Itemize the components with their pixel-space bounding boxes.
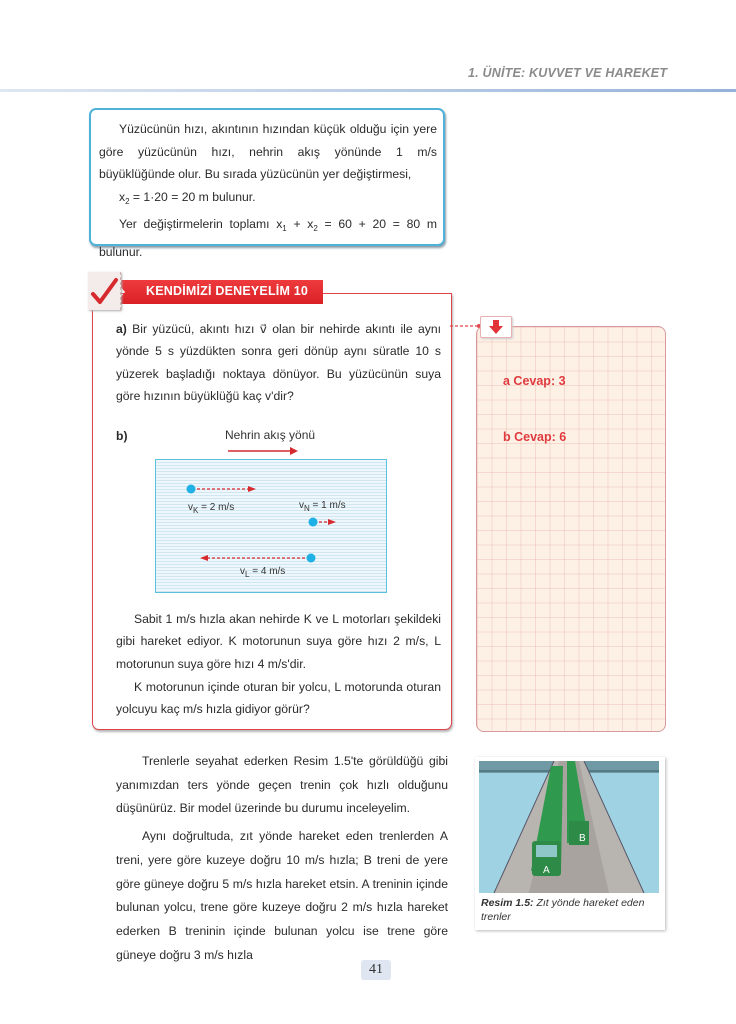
question-b-paragraph-2: K motorunun içinde oturan bir yolcu, L motorunda oturan yolcuyu kaç m/s hızla gidiyor görür? xyxy=(116,680,441,717)
velocity-k-label: $v_K = 2$ m/s xyxy=(188,502,235,515)
answer-b: b Cevap: 6 xyxy=(503,430,567,444)
question-b-paragraph-1: Sabit 1 m/s hızla akan nehirde K ve L motorları şekildeki gibi hareket ediyor. K motorunun suya göre hızı 2 m/s, L motorunun suya göre hızı 4 m/s'dir. xyxy=(116,612,441,671)
figure-caption: Resim 1.5: Zıt yönde hareket eden trenler xyxy=(481,897,645,923)
answer-a: a Cevap: 3 xyxy=(503,374,566,388)
unit-header-title: 1. ÜNİTE: KUVVET VE HAREKET xyxy=(468,66,668,80)
body-paragraph-1: Trenlerle seyahat ederken Resim 1.5'te görüldüğü gibi yanımızdan ters yönde geçen trenin çok hızlı olduğunu düşünürüz. Bir model üzerinde bu durumu inceleyelim. xyxy=(116,754,448,816)
river-flow-label: Nehrin akış yönü xyxy=(225,428,316,442)
river-diagram xyxy=(155,459,387,593)
answer-tag xyxy=(480,316,512,338)
page-number: 41 xyxy=(361,960,391,980)
svg-text:B: B xyxy=(579,833,586,844)
body-text xyxy=(116,750,448,967)
svg-text:A: A xyxy=(543,865,550,876)
solution-paragraph-1: Yüzücünün hızı, akıntının hızından küçük olduğu için yere göre yüzücünün hızı, nehrin akış yönünde 1 m/s büyüklüğünde olur. Bu sırada yüzücünün yer değiştirmesi, xyxy=(99,122,437,181)
question-b-label: b) xyxy=(116,429,128,443)
down-arrow-icon xyxy=(481,317,511,337)
solution-paragraph-2: Yer değiştirmelerin toplamı $x_1 + x_2 = 60 + 20 = 80$ m bulunur. xyxy=(99,217,437,259)
question-a: a) Bir yüzücü, akıntı hızı v⃗ olan bir nehirde akıntı ile aynı yönde 5 s yüzdükten sonra geri dönüp aynı süratle 10 s yüzerek başladığı noktaya dönüyor. Bu yüzücünün suya göre hızının büyüklüğü kaç v'dir? xyxy=(116,322,441,403)
solution-box xyxy=(89,108,445,259)
checkmark-tab xyxy=(88,272,121,310)
train-illustration xyxy=(479,761,669,901)
river-flow-arrow-icon xyxy=(228,446,298,456)
velocity-n-label: $v_N = 1$ m/s xyxy=(299,500,346,513)
body-paragraph-2: Aynı doğrultuda, zıt yönde hareket eden trenlerden A treni, yere göre kuzeye doğru 10 m/s hızla; B treni de yere göre güneye doğru 5 m/s hızla hareket etsin. A treninin içinde bulunan yolcu, trene göre kuzeye doğru 2 m/s hızla hareket ederken B treninin içinde bulunan yolcu ise trene göre güneye doğru 3 m/s hızla xyxy=(116,829,448,962)
checkmark-icon xyxy=(88,272,120,310)
exercise-banner-title: KENDİMİZİ DENEYELİM 10 xyxy=(146,284,309,298)
velocity-l-label: $v_L = 4$ m/s xyxy=(240,566,286,579)
solution-equation: $x_2 = 1\cdot 20 = 20$ m bulunur. xyxy=(119,189,256,206)
header-divider xyxy=(0,89,736,92)
